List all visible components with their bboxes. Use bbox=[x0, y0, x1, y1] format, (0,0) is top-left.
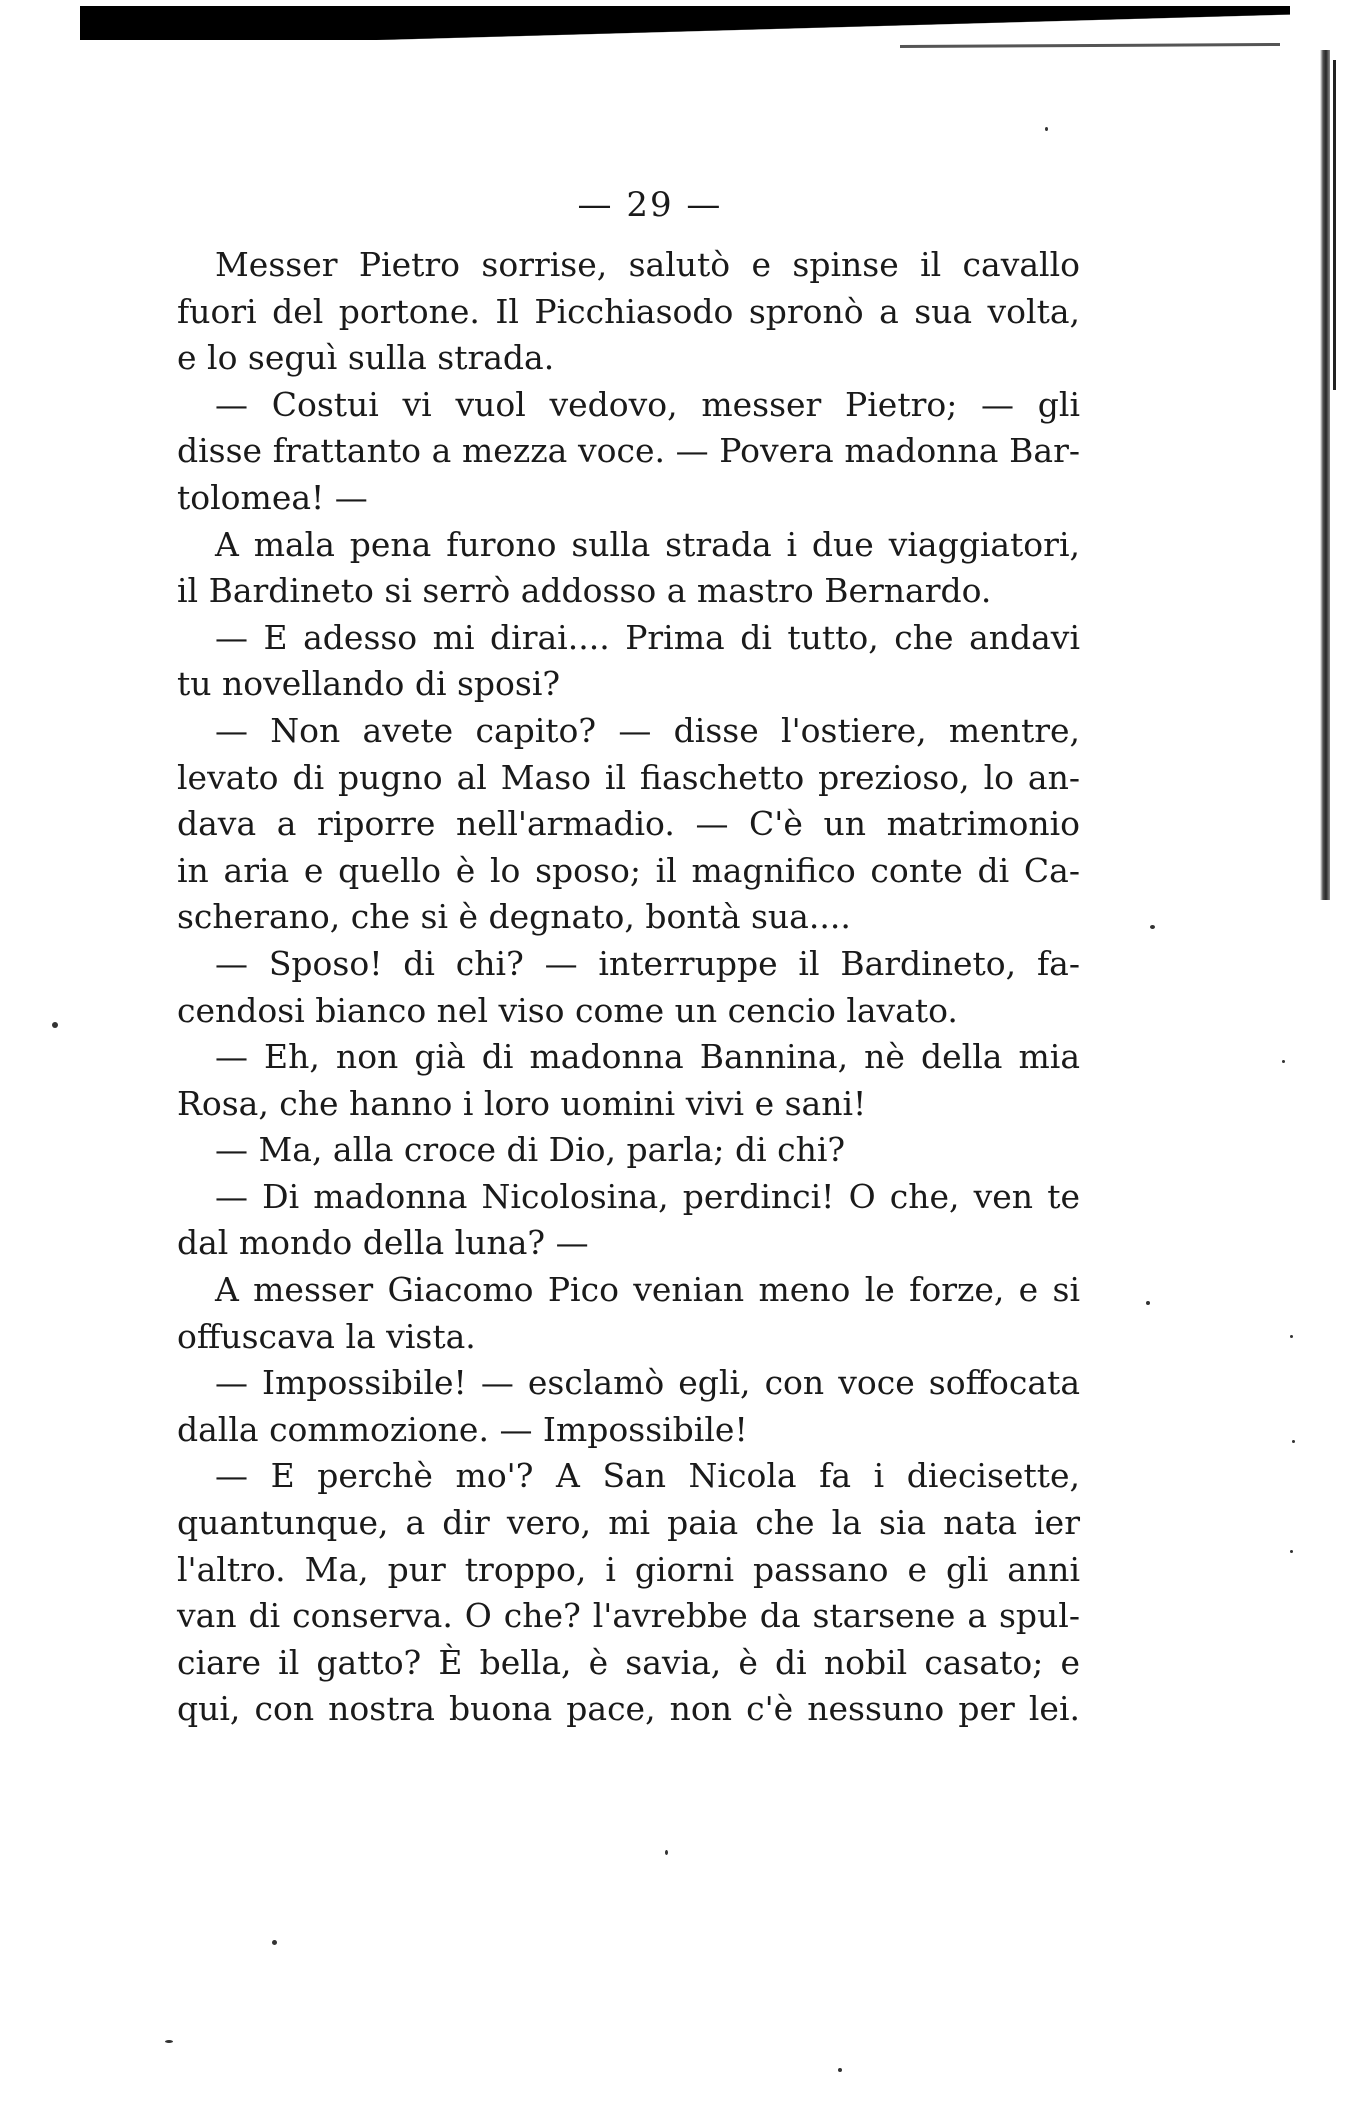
scan-speck bbox=[1292, 1440, 1295, 1443]
text-line: dalla commozione. — Impossibile! bbox=[177, 1409, 748, 1449]
text-line: — Sposo! di chi? — interruppe il Bardineto, fa- bbox=[215, 943, 1080, 983]
scan-speck bbox=[1045, 127, 1048, 131]
text-line: l'altro. Ma, pur troppo, i giorni passano e gli anni bbox=[177, 1549, 1080, 1589]
text-line: dal mondo della luna? — bbox=[177, 1223, 589, 1263]
text-line: Rosa, che hanno i loro uomini vivi e sani! bbox=[177, 1083, 867, 1123]
scan-speck bbox=[1282, 1060, 1285, 1063]
scan-speck bbox=[165, 2040, 173, 2043]
text-line: — E perchè mo'? A San Nicola fa i diecisette, bbox=[215, 1456, 1080, 1496]
text-line: — Di madonna Nicolosina, perdinci! O che, ven te bbox=[215, 1176, 1080, 1216]
text-line: disse frattanto a mezza voce. — Povera madonna Bar- bbox=[177, 431, 1080, 471]
text-line: il Bardineto si serrò addosso a mastro Bernardo. bbox=[177, 571, 992, 611]
text-line: quantunque, a dir vero, mi paia che la sia nata ier bbox=[177, 1503, 1080, 1543]
body-text bbox=[177, 242, 1080, 1733]
text-line: van di conserva. O che? l'avrebbe da starsene a spul- bbox=[177, 1596, 1080, 1636]
page-number: — 29 — bbox=[577, 185, 723, 225]
scan-speck bbox=[1150, 925, 1155, 929]
scan-right-edge-line bbox=[1333, 60, 1336, 390]
text-line: levato di pugno al Maso il fiaschetto prezioso, lo an- bbox=[177, 757, 1080, 797]
scan-right-edge bbox=[1320, 50, 1330, 900]
text-line: tu novellando di sposi? bbox=[177, 664, 561, 704]
text-line: A mala pena furono sulla strada i due viaggiatori, bbox=[215, 524, 1080, 564]
text-line: — Impossibile! — esclamò egli, con voce soffocata bbox=[215, 1363, 1080, 1403]
text-line: — Ma, alla croce di Dio, parla; di chi? bbox=[215, 1130, 846, 1170]
text-line: cendosi bianco nel viso come un cencio lavato. bbox=[177, 990, 958, 1030]
text-line: fuori del portone. Il Picchiasodo spronò a sua volta, bbox=[177, 291, 1080, 331]
text-line: offuscava la vista. bbox=[177, 1316, 476, 1356]
text-line: e lo seguì sulla strada. bbox=[177, 338, 555, 378]
scan-speck bbox=[838, 2068, 842, 2072]
text-line: A messer Giacomo Pico venian meno le forze, e si bbox=[215, 1270, 1080, 1310]
scan-speck bbox=[1146, 1301, 1150, 1305]
scan-speck bbox=[665, 1850, 668, 1855]
text-line: tolomea! — bbox=[177, 477, 368, 517]
text-line: scherano, che si è degnato, bontà sua.... bbox=[177, 897, 851, 937]
scan-top-rule bbox=[900, 43, 1280, 48]
text-line: qui, con nostra buona pace, non c'è nessuno per lei. bbox=[177, 1689, 1080, 1729]
scan-speck bbox=[1290, 1550, 1293, 1553]
text-line: — Non avete capito? — disse l'ostiere, mentre, bbox=[215, 710, 1080, 750]
text-line: — Costui vi vuol vedovo, messer Pietro; — gli bbox=[215, 384, 1080, 424]
scan-speck bbox=[52, 1022, 58, 1028]
text-line: — E adesso mi dirai.... Prima di tutto, che andavi bbox=[215, 617, 1080, 657]
scan-top-border bbox=[80, 6, 1290, 40]
text-line: Messer Pietro sorrise, salutò e spinse il cavallo bbox=[215, 245, 1080, 284]
text-line: — Eh, non già di madonna Bannina, nè della mia bbox=[215, 1037, 1080, 1077]
text-line: in aria e quello è lo sposo; il magnifico conte di Ca- bbox=[177, 850, 1080, 890]
text-line: dava a riporre nell'armadio. — C'è un matrimonio bbox=[177, 804, 1080, 844]
scan-speck bbox=[1290, 1335, 1293, 1338]
text-line: ciare il gatto? È bella, è savia, è di nobil casato; e bbox=[177, 1642, 1080, 1682]
scan-speck bbox=[272, 1940, 277, 1945]
